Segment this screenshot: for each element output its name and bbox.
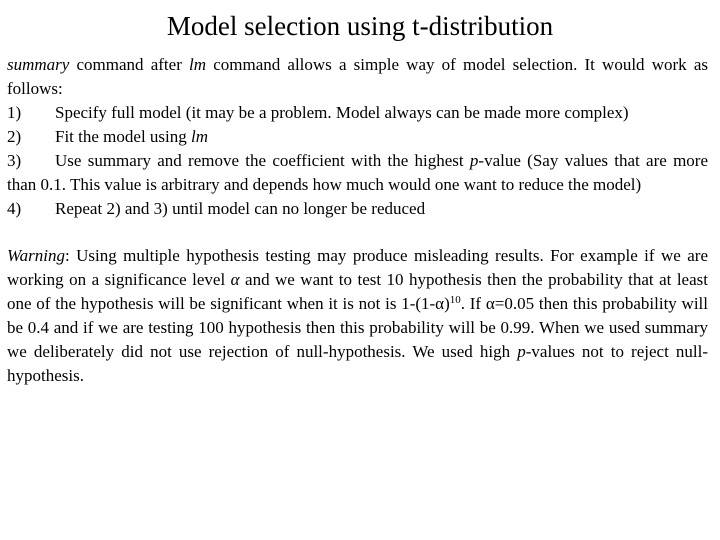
step-4-number: 4) <box>7 199 22 218</box>
warning-text-3: . If α=0.05 then this probability will be 0.4 and if we are testing 100 hypothesis then this probability will be 0.99. When we used summary we deliberately did not use rejection of null-hypothesis. We used high <box>7 294 708 361</box>
step-3 <box>7 149 708 197</box>
step-2-lm: lm <box>191 127 208 146</box>
summary-command: summary <box>7 55 70 74</box>
warning-text-4: -values not to reject null-hypothesis. <box>7 342 709 385</box>
step-2-text: Fit the model using <box>55 127 191 146</box>
warning-p: p <box>517 342 526 361</box>
step-1-number: 1) <box>7 103 22 122</box>
step-3-text-before: Use summary and remove the coefficient with the highest <box>55 151 470 170</box>
step-2-number: 2) <box>7 127 22 146</box>
step-3-number: 3) <box>7 151 22 170</box>
spacer <box>7 221 708 244</box>
warning-alpha: α <box>230 270 240 289</box>
step-3-p: p <box>469 151 479 170</box>
warning-text-2: and we want to test 10 hypothesis then the probability that at least one of the hypothesis will be significant when it is not is 1-(1-α) <box>7 270 708 313</box>
warning-paragraph <box>7 244 708 388</box>
warning-exponent: 10 <box>449 294 461 306</box>
step-1 <box>7 101 708 125</box>
slide-body <box>7 53 708 388</box>
warning-text-1: : Using multiple hypothesis testing may produce misleading results. For example if we are working on a significance level <box>7 246 708 289</box>
intro-text-2: command allows a simple way of model selection. It would work as follows: <box>7 55 708 98</box>
step-1-text: Specify full model (it may be a problem. Model always can be made more complex) <box>55 103 629 122</box>
step-3-text-after: -value (Say values that are more than 0.1. This value is arbitrary and depends how much would one want to reduce the model) <box>7 151 708 194</box>
step-2 <box>7 125 708 149</box>
intro-text-1: command after <box>69 55 190 74</box>
lm-command: lm <box>189 55 207 74</box>
intro-paragraph <box>7 53 708 101</box>
warning-label: Warning <box>7 246 65 265</box>
step-4 <box>7 197 708 221</box>
slide-title: Model selection using t-distribution <box>166 11 554 41</box>
step-4-text: Repeat 2) and 3) until model can no longer be reduced <box>55 199 426 218</box>
